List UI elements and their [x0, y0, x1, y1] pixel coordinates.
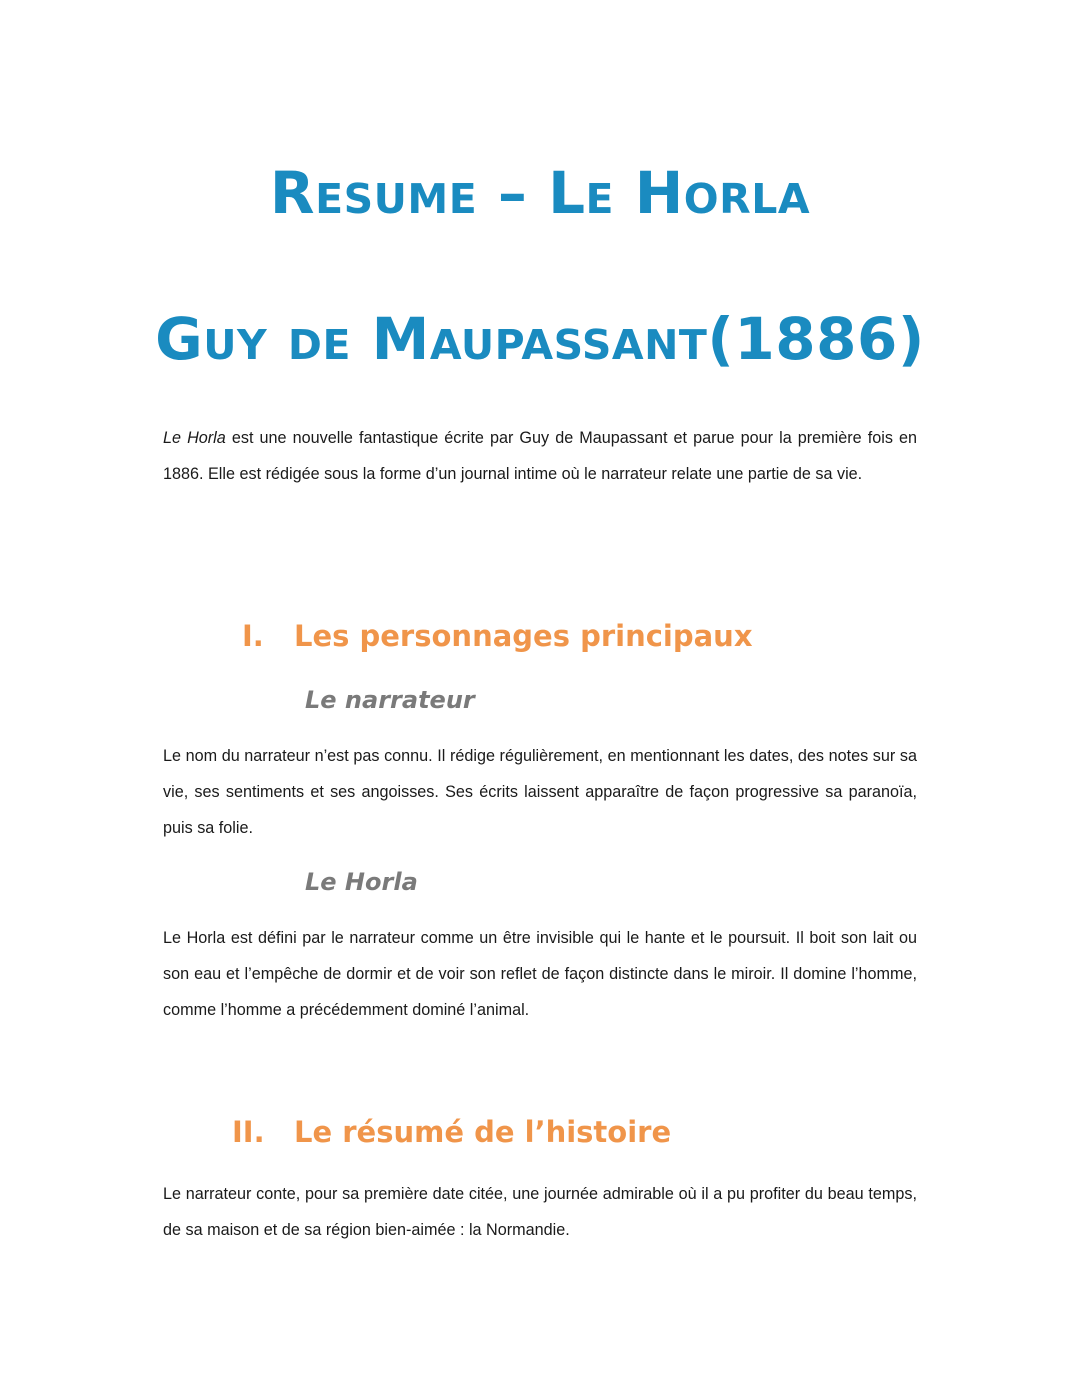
- intro-text: est une nouvelle fantastique écrite par Guy de Maupassant et parue pour la première fois en 1886. Elle est rédigée sous la forme d’un journal intime où le narrateur relate une partie de sa vie.: [163, 429, 918, 483]
- narrateur-paragraph: Le nom du narrateur n’est pas connu. Il rédige régulièrement, en mentionnant les dates, des notes sur sa vie, ses sentiments et ses angoisses. Ses écrits laissent apparaître de façon progressive sa paranoïa, puis sa folie.: [163, 747, 917, 837]
- intro-paragraph: [163, 420, 917, 492]
- section-number: I.: [242, 619, 264, 653]
- section-heading-2: [232, 1112, 832, 1154]
- document-subtitle-author: Guy de Maupassant(1886): [155, 305, 925, 373]
- section-heading-1: [242, 616, 842, 658]
- section-number: II.: [232, 1115, 265, 1149]
- resume-paragraph: Le narrateur conte, pour sa première date citée, une journée admirable où il a pu profiter du beau temps, de sa maison et de sa région bien-aimée : la Normandie.: [163, 1185, 917, 1239]
- document-title: Resume – Le Horla: [269, 159, 811, 227]
- section-title: Les personnages principaux: [294, 619, 753, 653]
- intro-italic-title: Le Horla: [163, 429, 226, 447]
- subsection-heading-narrateur: Le narrateur: [305, 686, 475, 714]
- section-title: Le résumé de l’histoire: [294, 1115, 672, 1149]
- subsection-heading-horla: Le Horla: [305, 868, 418, 896]
- horla-paragraph: Le Horla est défini par le narrateur comme un être invisible qui le hante et le poursuit. Il boit son lait ou son eau et l’empêche de dormir et de voir son reflet de façon distincte dans le miroir. Il domine l’homme, comme l’homme a précédemment dominé l’animal.: [163, 929, 917, 1019]
